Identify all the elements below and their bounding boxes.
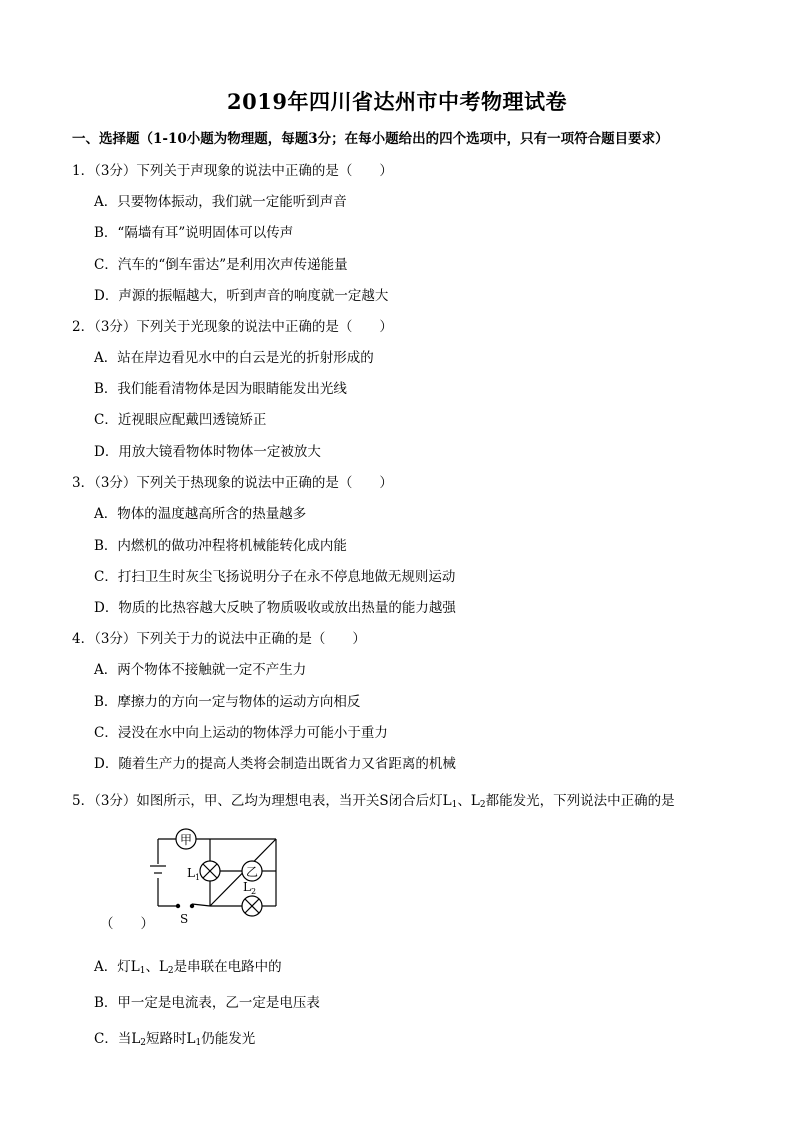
question-4-option-d: D．随着生产力的提高人类将会制造出既省力又省距离的机械: [94, 756, 456, 772]
question-5-option-a: A．灯$L_1$、$L_2$是串联在电路中的: [94, 959, 282, 976]
question-4-option-b: B．摩擦力的方向一定与物体的运动方向相反: [94, 694, 361, 710]
question-2-option-b: B．我们能看清物体是因为眼睛能发出光线: [94, 381, 347, 397]
question-1-stem: 1．（3分）下列关于声现象的说法中正确的是（ ）: [72, 163, 393, 179]
ammeter-jia-icon: [176, 829, 196, 849]
question-1-option-c: C．汽车的“倒车雷达”是利用次声传递能量: [94, 257, 348, 273]
question-3-option-c: C．打扫卫生时灰尘飞扬说明分子在永不停息地做无规则运动: [94, 569, 456, 585]
lamp-l2-icon: [242, 896, 262, 916]
svg-text:甲: 甲: [179, 833, 193, 847]
question-2-stem: 2．（3分）下列关于光现象的说法中正确的是（ ）: [72, 319, 393, 335]
circuit-diagram: [140, 820, 300, 930]
question-5-answer-paren: （ ）: [100, 916, 154, 932]
lamp-l1-label: $L_1$: [187, 866, 201, 882]
section-heading: 一、选择题（1-10小题为物理题，每题3分；在每小题给出的四个选项中，只有一项符合题目要求）: [72, 131, 669, 147]
question-2-option-d: D．用放大镜看物体时物体一定被放大: [94, 444, 321, 460]
question-1-option-b: B．“隔墙有耳”说明固体可以传声: [94, 225, 294, 241]
question-3-stem: 3．（3分）下列关于热现象的说法中正确的是（ ）: [72, 475, 393, 491]
question-3-option-d: D．物质的比热容越大反映了物质吸收或放出热量的能力越强: [94, 600, 456, 616]
question-2-option-a: A．站在岸边看见水中的白云是光的折射形成的: [94, 350, 374, 366]
question-4-stem: 4．（3分）下列关于力的说法中正确的是（ ）: [72, 631, 366, 647]
svg-text:乙: 乙: [245, 865, 259, 879]
question-3-option-b: B．内燃机的做功冲程将机械能转化成内能: [94, 538, 347, 554]
question-3-option-a: A．物体的温度越高所含的热量越多: [94, 506, 307, 522]
question-4-option-a: A．两个物体不接触就一定不产生力: [94, 662, 307, 678]
meter-yi-icon: [242, 861, 262, 881]
lamp-l1-icon: [200, 861, 220, 881]
question-5-stem: 5．（3分）如图所示，甲、乙均为理想电表，当开关S闭合后灯$L_1$、$L_2$都能发光，下列说法中正确的是: [72, 793, 675, 810]
question-5-option-c: C．当$L_2$短路时$L_1$仍能发光: [94, 1031, 256, 1048]
question-4-option-c: C．浸没在水中向上运动的物体浮力可能小于重力: [94, 725, 388, 741]
question-1-option-a: A．只要物体振动，我们就一定能听到声音: [94, 194, 347, 210]
question-2-option-c: C．近视眼应配戴凹透镜矫正: [94, 412, 267, 428]
page-title: 2019年四川省达州市中考物理试卷: [227, 89, 567, 114]
lamp-l2-label: $L_2$: [243, 880, 257, 896]
question-5-option-b: B．甲一定是电流表，乙一定是电压表: [94, 995, 320, 1011]
question-1-option-d: D．声源的振幅越大，听到声音的响度就一定越大: [94, 288, 389, 304]
switch-label: S: [180, 912, 189, 926]
